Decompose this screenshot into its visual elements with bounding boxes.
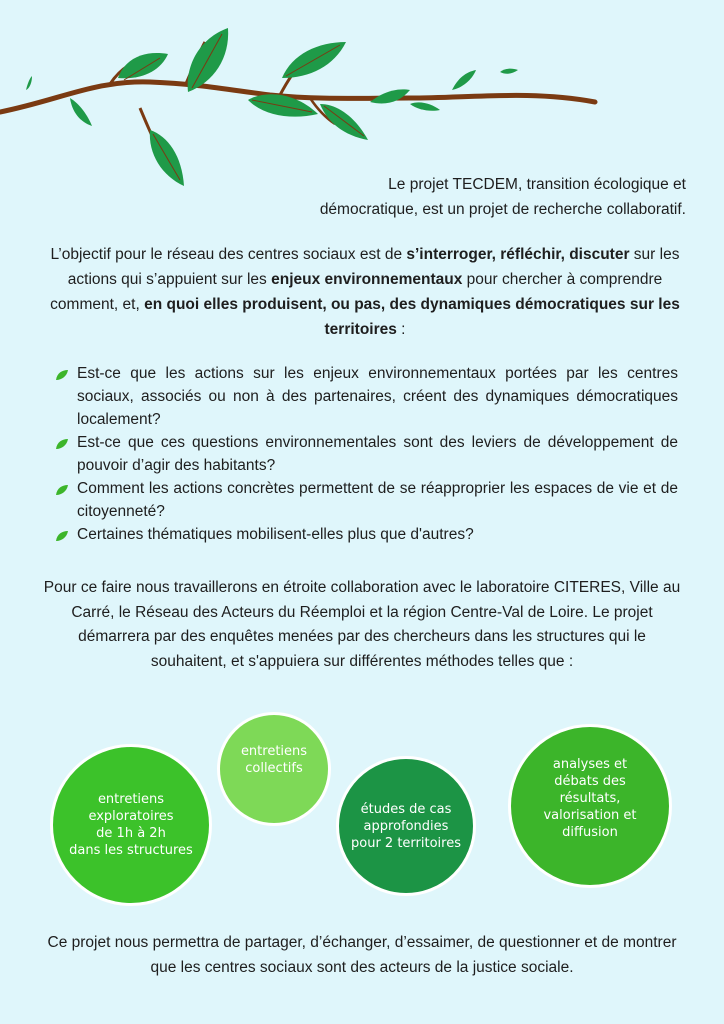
method-line: études de cas [360,801,452,817]
intro-paragraph [246,172,686,222]
list-item [55,362,678,431]
list-item [55,477,678,523]
branch-illustration [0,20,610,195]
method-circle-analysis-dissemination [508,724,672,888]
method-line: pour 2 territoires [351,835,461,851]
methods-paragraph: Pour ce faire nous travaillerons en étroite collaboration avec le laboratoire CITERES, Ville au Carré, le Réseau des Acteurs du Réemploi et la région Centre-Val de Loire. Le projet démarrera par des enquêtes menées par des chercheurs dans les structures qui le souhaitent, et s'appuiera sur différentes méthodes telles que : [43,579,681,670]
leaf-bullet-icon [55,484,69,496]
method-line: de 1h à 2h [96,826,166,841]
objective-bold-3: en quoi elles produisent, ou pas, des dynamiques démocratiques sur les territoires [144,296,680,338]
method-line: exploratoires [88,809,174,824]
method-line: entretiens [97,792,165,807]
objective-paragraph [50,242,680,342]
objective-text-3: pour chercher à comprendre comment, et, [50,271,663,313]
method-line: résultats, [559,790,621,806]
objective-text-4: : [396,321,406,338]
questions-list [55,362,678,546]
method-line: approfondies [363,818,449,834]
method-line: valorisation et [543,807,637,823]
list-item [55,523,678,546]
method-circle-collective-interviews [217,712,331,826]
objective-bold-2: enjeux environnementaux [271,271,463,288]
method-line: diffusion [562,824,618,840]
objective-text-2: sur les actions qui s’appuient sur les [67,246,680,288]
question-text: Est-ce que les actions sur les enjeux environnementaux portées par les centres sociaux, associés ou non à des partenaires, créent des dynamiques démocratiques localement? [77,365,678,428]
conclusion-paragraph: Ce projet nous permettra de partager, d’échanger, d’essaimer, de questionner et de montrer que les centres sociaux sont des acteurs de la justice sociale. [47,934,677,976]
method-line: débats des [554,773,626,789]
leaf-bullet-icon [55,438,69,450]
question-text: Est-ce que ces questions environnementales sont des leviers de développement de pouvoir d’agir des habitants? [77,434,678,474]
method-circle-case-studies [336,756,476,896]
intro-line-2: démocratique, est un projet de recherche collaboratif. [319,201,686,218]
list-item [55,431,678,477]
method-line: entretiens [240,744,308,759]
intro-line-1: Le projet TECDEM, transition écologique et [388,176,686,193]
method-line: dans les structures [69,843,193,858]
method-line: analyses et [552,756,628,772]
question-text: Comment les actions concrètes permettent de se réapproprier les espaces de vie et de citoyenneté? [77,480,678,520]
leaf-bullet-icon [55,530,69,542]
objective-text-1: L’objectif pour le réseau des centres sociaux est de [50,246,407,263]
leaf-bullet-icon [55,369,69,381]
method-circle-exploratory-interviews [50,744,212,906]
objective-bold-1: s’interroger, réfléchir, discuter [406,246,630,263]
method-line: collectifs [245,761,303,776]
question-text: Certaines thématiques mobilisent-elles plus que d'autres? [77,526,474,543]
